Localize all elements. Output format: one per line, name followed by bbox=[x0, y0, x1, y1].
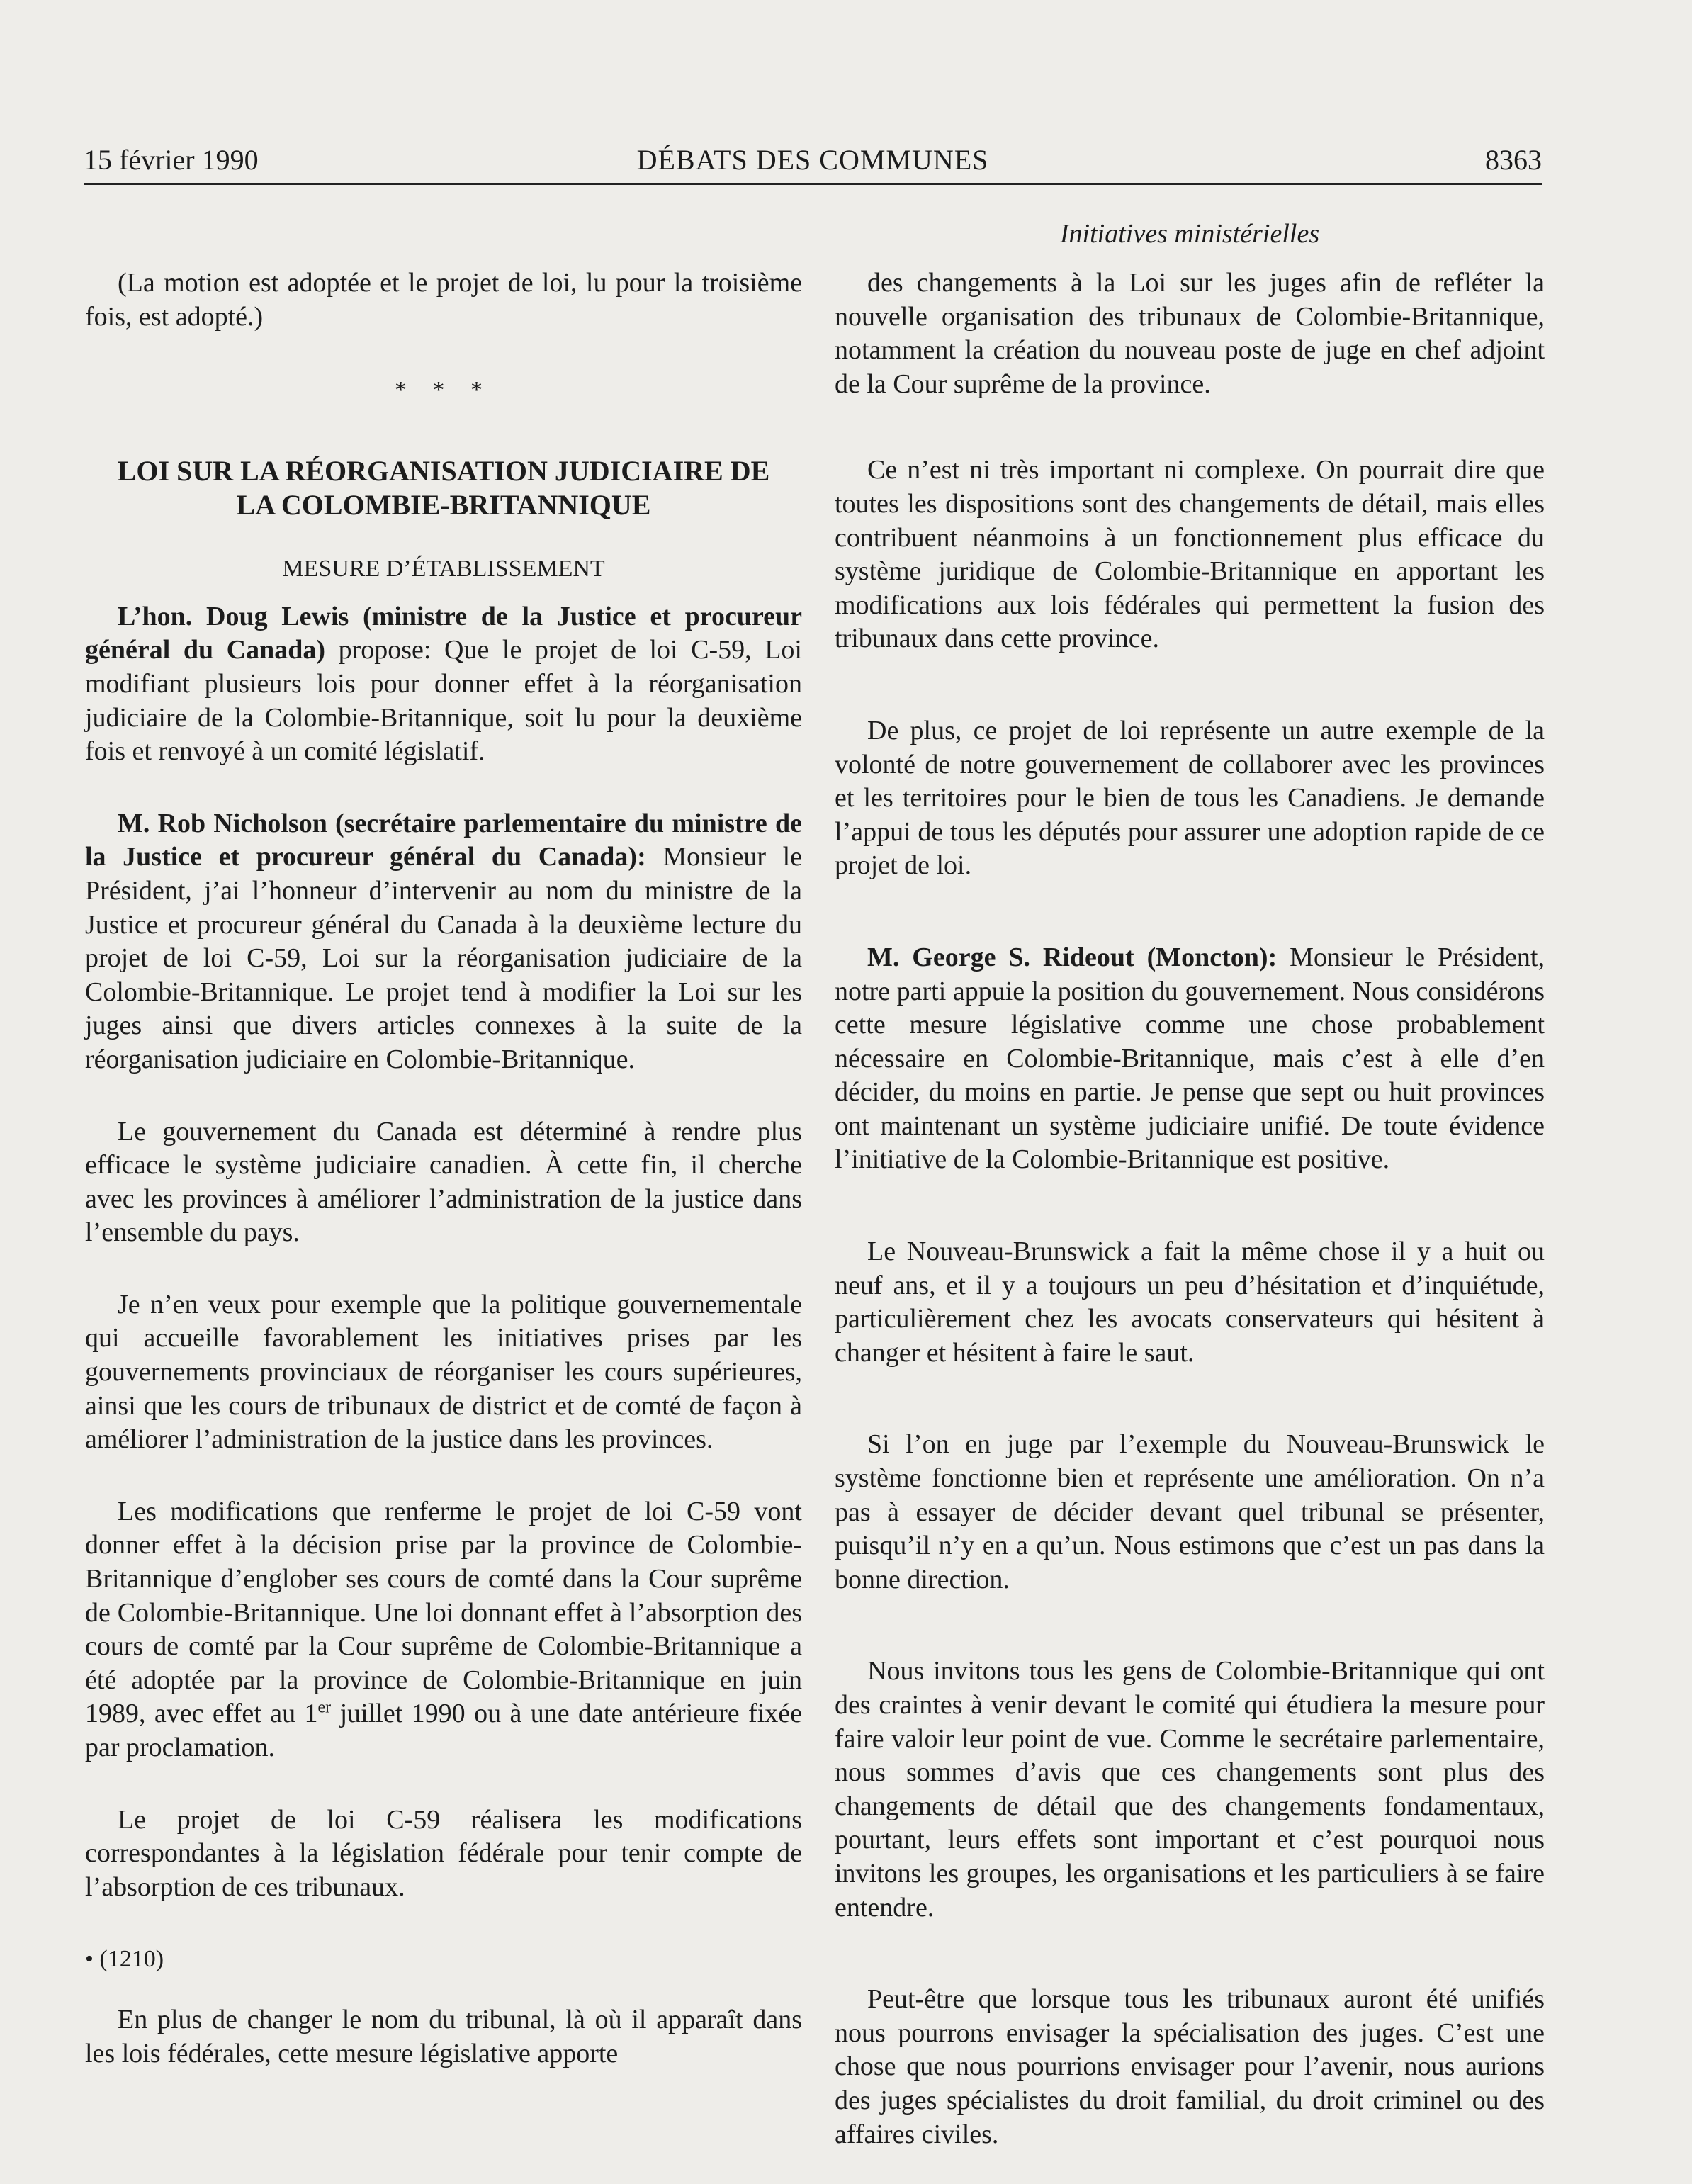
speaker-name: L’hon. Doug Lewis (ministre de la Justice et procureur général du Canada) bbox=[85, 601, 802, 665]
speech-text: propose: Que le projet de loi C-59, Loi modifiant plusieurs lois pour donner effet à la réorganisation judiciaire de la Colombie-Britannique, soit lu pour la deuxième fois et renvoyé à un comité législatif. bbox=[85, 635, 802, 767]
speech-paragraph: Nous invitons tous les gens de Colombie-Britannique qui ont des craintes à venir devant le comité qui étudiera la mesure pour faire valoir leur point de vue. Comme le secrétaire parlementaire, nous sommes d’avis que ces changements sont plus des changements de détail que des changements fondamentaux, pourtant, leurs effets sont important et c’est pourquoi nous invitons les groupes, les organisations et les particuliers à se faire entendre. bbox=[835, 1656, 1545, 1923]
header-title: DÉBATS DES COMMUNES bbox=[636, 144, 989, 176]
bill-title bbox=[85, 454, 802, 522]
speech-paragraph: Le Nouveau-Brunswick a fait la même chose il y a huit ou neuf ans, et il y a toujours un peu d’hésitation et d’inquiétude, particulièrement chez les avocats conservateurs qui hésitent à changer et hésitent à faire le saut. bbox=[835, 1237, 1545, 1368]
section-separator: * * * bbox=[395, 377, 492, 404]
speech-text: Monsieur le Président, j’ai l’honneur d’intervenir au nom du ministre de la Justice et procureur général du Canada à la deuxième lecture du projet de loi C-59, Loi sur la réorganisation judiciaire de la Colombie-Britannique. Le projet tend à modifier la Loi sur les juges ainsi que divers articles connexes à la suite de la réorganisation judiciaire en Colombie-Britannique. bbox=[85, 842, 802, 1074]
time-marker: • (1210) bbox=[85, 1946, 164, 1973]
bill-title-line-2: LA COLOMBIE-BRITANNIQUE bbox=[236, 488, 651, 521]
page-header bbox=[84, 139, 1542, 185]
speech-text: Les modifications que renferme le projet de loi C-59 vont donner effet à la décision prise par la province de Colombie-Britannique d’englober ses cours de comté dans la Cour suprême de Colombie-Britannique. Une loi donnant effet à l’absorption des cours de comté par la Cour suprême de Colombie-Britannique a été adoptée par la province de Colombie-Britannique en juin 1989, avec effet au 1 bbox=[85, 1496, 802, 1729]
speech-paragraph bbox=[85, 600, 802, 769]
speech-paragraph bbox=[85, 1495, 802, 1765]
speaker-name: M. Rob Nicholson (secrétaire parlementaire du ministre de la Justice et procureur général du Canada): bbox=[85, 808, 802, 872]
speech-paragraph bbox=[835, 941, 1545, 1177]
header-page-number: 8363 bbox=[1485, 144, 1542, 176]
motion-paragraph: (La motion est adoptée et le projet de loi, lu pour la troisième fois, est adopté.) bbox=[85, 268, 802, 332]
measure-heading: MESURE D’ÉTABLISSEMENT bbox=[282, 555, 605, 582]
speech-paragraph: De plus, ce projet de loi représente un autre exemple de la volonté de notre gouvernement de collaborer avec les provinces et les territoires pour le bien de tous les Canadiens. Je demande l’appui de tous les députés pour assurer une adoption rapide de ce projet de loi. bbox=[835, 715, 1545, 881]
speech-paragraph: Ce n’est ni très important ni complexe. On pourrait dire que toutes les dispositions sont des changements de détail, mais elles contribuent néanmoins à un fonctionnement plus efficace du système juridique de Colombie-Britannique en apportant les modifications aux lois fédérales qui permettent la fusion des tribunaux dans cette province. bbox=[835, 455, 1545, 654]
speech-paragraph: Peut-être que lorsque tous les tribunaux auront été unifiés nous pourrons envisager la spécialisation des juges. C’est une chose que nous pourrions envisager pour l’avenir, nous aurions des juges spécialistes du droit familial, du droit criminel ou des affaires civiles. bbox=[835, 1984, 1545, 2149]
speech-paragraph: En plus de changer le nom du tribunal, là où il apparaît dans les lois fédérales, cette mesure législative apporte bbox=[85, 2004, 802, 2068]
speech-paragraph: Le gouvernement du Canada est déterminé à rendre plus efficace le système judiciaire canadien. À cette fin, il cherche avec les provinces à améliorer l’administration de la justice dans l’ensemble du pays. bbox=[85, 1116, 802, 1248]
speech-paragraph: des changements à la Loi sur les juges afin de refléter la nouvelle organisation des tribunaux de Colombie-Britannique, notamment la création du nouveau poste de juge en chef adjoint de la Cour suprême de la province. bbox=[835, 268, 1545, 399]
speech-paragraph: Si l’on en juge par l’exemple du Nouveau-Brunswick le système fonctionne bien et représente une amélioration. On n’a pas à essayer de décider devant quel tribunal se présenter, puisqu’il n’y en a qu’un. Nous estimons que c’est un pas dans la bonne direction. bbox=[835, 1429, 1545, 1594]
speech-paragraph: Je n’en veux pour exemple que la politique gouvernementale qui accueille favorablement les initiatives prises par les gouvernements provinciaux de réorganiser les cours supérieures, ainsi que les cours de tribunaux de district et de comté de façon à améliorer l’administration de la justice dans les provinces. bbox=[85, 1289, 802, 1455]
right-column bbox=[835, 266, 1545, 2184]
speech-text: Monsieur le Président, notre parti appuie la position du gouvernement. Nous considérons cette mesure législative comme une chose probablement nécessaire en Colombie-Britannique, mais c’est à elle d’en décider, du moins en partie. Je pense que sept ou huit provinces ont maintenant un système judiciaire unifié. De toute évidence l’initiative de la Colombie-Britannique est positive. bbox=[835, 942, 1545, 1175]
left-column bbox=[85, 266, 802, 2103]
bill-title-line-1: LOI SUR LA RÉORGANISATION JUDICIAIRE DE bbox=[117, 454, 770, 487]
speech-paragraph bbox=[85, 807, 802, 1077]
speech-text: juillet 1990 ou à une date antérieure fixée par proclamation. bbox=[85, 1699, 802, 1762]
section-label: Initiatives ministérielles bbox=[1059, 219, 1320, 249]
header-date: 15 février 1990 bbox=[84, 144, 259, 176]
speaker-name: M. George S. Rideout (Moncton): bbox=[867, 942, 1278, 972]
ordinal-superscript: er bbox=[317, 1698, 332, 1717]
speech-paragraph: Le projet de loi C-59 réalisera les modifications correspondantes à la législation fédérale pour tenir compte de l’absorption de ces tribunaux. bbox=[85, 1804, 802, 1902]
